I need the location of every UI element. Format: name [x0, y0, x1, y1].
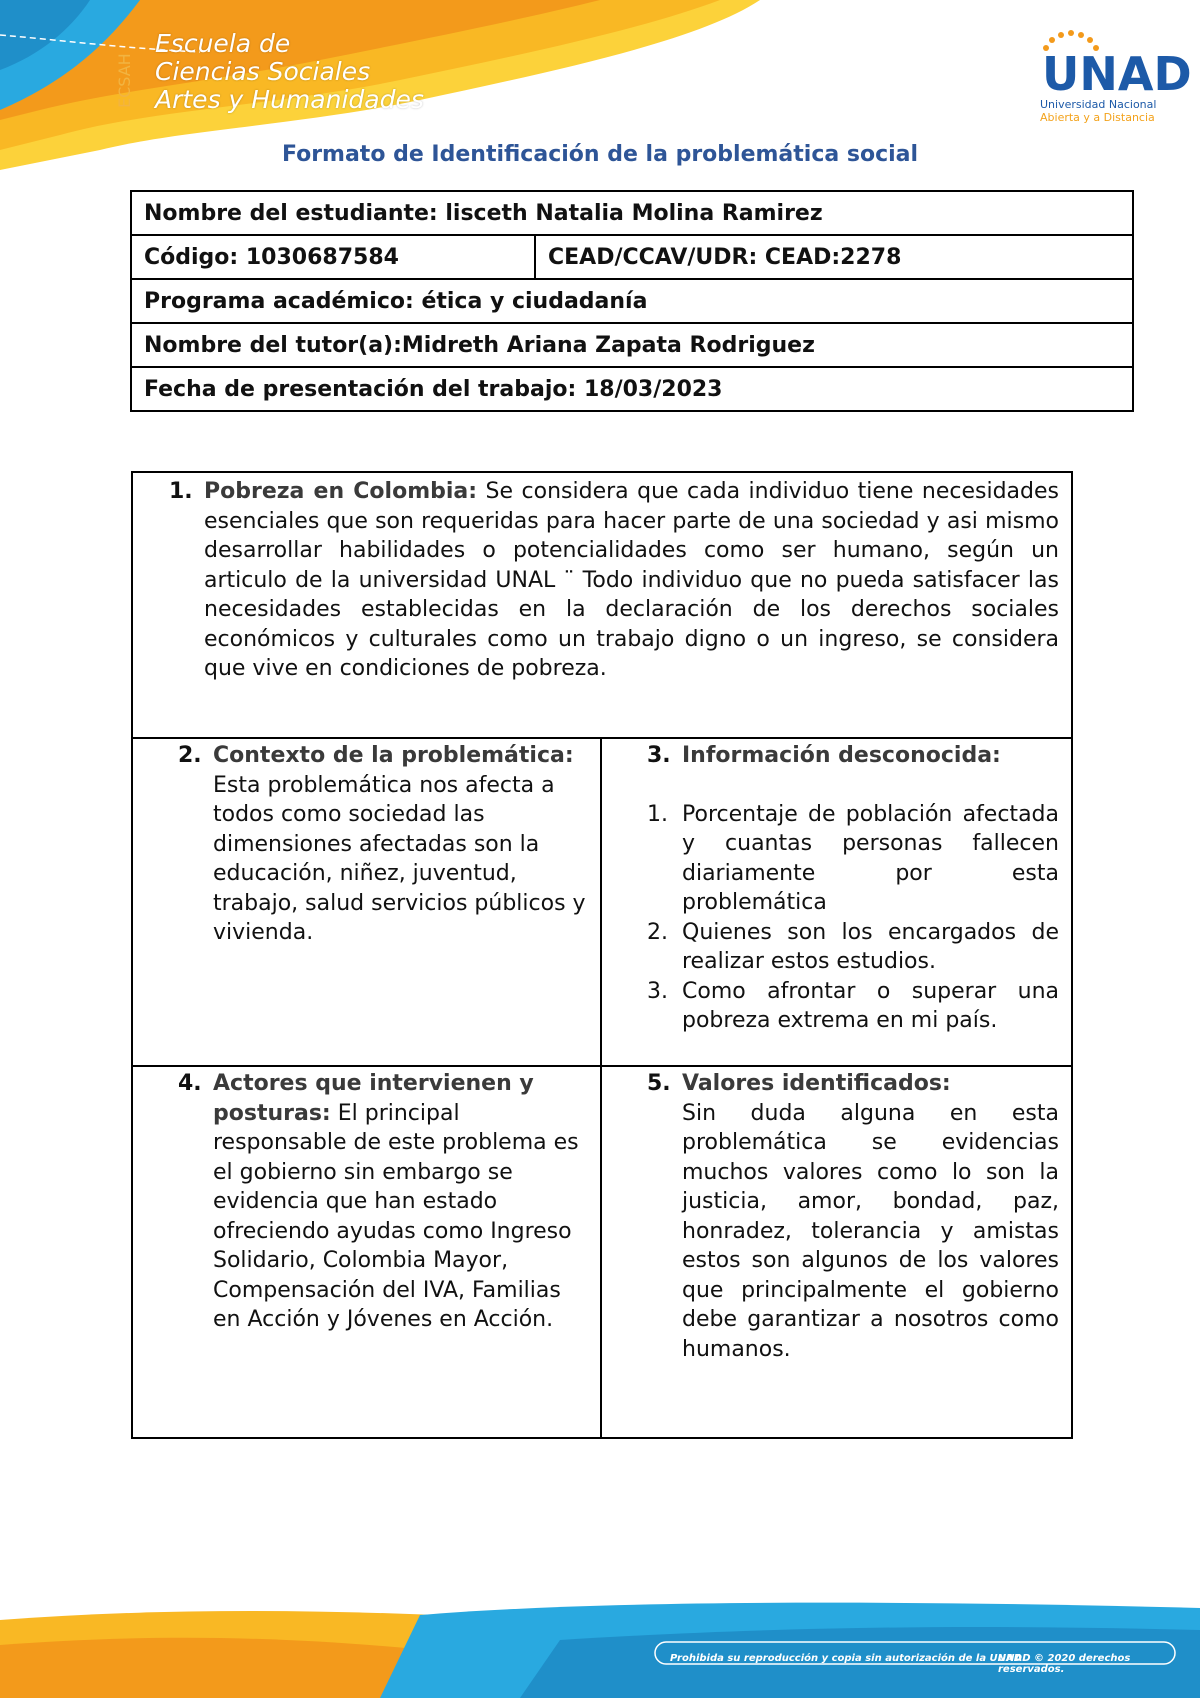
- academic-program: Programa académico: ética y ciudadanía: [131, 279, 1133, 323]
- school-line-2: Ciencias Sociales: [155, 57, 371, 86]
- section-1-cell: [132, 472, 1072, 738]
- logo-subtitle: [1040, 98, 1156, 124]
- school-line-3: Artes y Humanidades: [155, 85, 424, 114]
- section-2: [178, 741, 588, 948]
- svg-text:ECSAH: ECSAH: [115, 53, 134, 108]
- section-heading: Pobreza en Colombia:: [204, 479, 478, 504]
- footer-rights: UNAD © 2020 derechos reservados.: [998, 1653, 1131, 1675]
- section-heading: Actores que intervienen y posturas:: [213, 1071, 534, 1126]
- section-heading: Contexto de la problemática:: [213, 743, 574, 768]
- student-name: Nombre del estudiante: lisceth Natalia Molina Ramirez: [131, 191, 1133, 235]
- logo-subtitle-line-1: Universidad Nacional: [1040, 98, 1157, 111]
- section-number: 3.: [647, 743, 671, 768]
- section-number: 4.: [178, 1071, 202, 1096]
- section-3: [647, 741, 1059, 771]
- section-4: [178, 1069, 588, 1335]
- footer-banner: [0, 1600, 1200, 1698]
- section-text: Esta problemática nos afecta a todos como sociedad las dimensiones afectadas son la educación, niñez, juventud, trabajo, salud servicios públicos y vivienda.: [213, 772, 586, 945]
- section-5-cell: [601, 1066, 1072, 1438]
- section-5: [647, 1069, 1059, 1364]
- list-item: 1. Porcentaje de población afectada y cuantas personas fallecen diariamente por esta problemática: [647, 801, 1059, 915]
- ecsah-vertical-label: [110, 30, 138, 110]
- section-text: Sin duda alguna en esta problemática se evidencias muchos valores como lo son la justicia, amor, bondad, paz, honradez, tolerancia y amistas estos son algunos de los valores que principalmente el gobierno debe garantizar a nosotros como humanos.: [682, 1100, 1059, 1362]
- school-name: [155, 30, 424, 114]
- list-item: 2. Quienes son los encargados de realizar estos estudios.: [647, 919, 1059, 974]
- submission-date: Fecha de presentación del trabajo: 18/03/2023: [131, 367, 1133, 411]
- student-info-table: [130, 190, 1134, 412]
- problem-analysis-table: [131, 471, 1073, 1439]
- section-heading: Información desconocida:: [682, 743, 1001, 768]
- footer-copyright-notice: Prohibida su reproducción y copia sin autorización de la UNAD.: [670, 1653, 1026, 1664]
- page-title: Formato de Identificación de la problemática social: [281, 142, 919, 167]
- student-code: Código: 1030687584: [131, 235, 535, 279]
- section-number: 5.: [647, 1071, 671, 1096]
- section-number: 1.: [169, 479, 193, 504]
- school-line-1: Escuela de: [155, 29, 291, 58]
- section-number: 2.: [178, 743, 202, 768]
- section-text: Se considera que cada individuo tiene necesidades esenciales que son requeridas para hacer parte de una sociedad y asi mismo desarrollar habilidades o potencialidades como ser humano, según un articulo de la universidad UNAL ¨ Todo individuo que no pueda satisfacer las necesidades establecidas en la declaración de los derechos sociales económicos y culturales como un trabajo digno o un ingreso, se considera que vive en condiciones de pobreza.: [204, 479, 1059, 681]
- svg-text:UNAD: UNAD: [1042, 47, 1192, 101]
- section-3-cell: [601, 738, 1072, 1066]
- cead: CEAD/CCAV/UDR: CEAD:2278: [535, 235, 1133, 279]
- logo-subtitle-line-2: Abierta y a Distancia: [1040, 111, 1155, 124]
- list-item: 3. Como afrontar o superar una pobreza extrema en mi país.: [647, 978, 1059, 1033]
- unknown-info-list: [647, 800, 1059, 1036]
- section-text: El principal responsable de este problema es el gobierno sin embargo se evidencia que han estado ofreciendo ayudas como Ingreso Solidario, Colombia Mayor, Compensación del IVA, Familias en Acción y Jóvenes en Acción.: [213, 1100, 579, 1332]
- section-4-cell: [132, 1066, 601, 1438]
- section-1: [169, 477, 1059, 684]
- section-2-cell: [132, 738, 601, 1066]
- section-heading: Valores identificados:: [682, 1071, 951, 1096]
- tutor-name: Nombre del tutor(a):Midreth Ariana Zapata Rodriguez: [131, 323, 1133, 367]
